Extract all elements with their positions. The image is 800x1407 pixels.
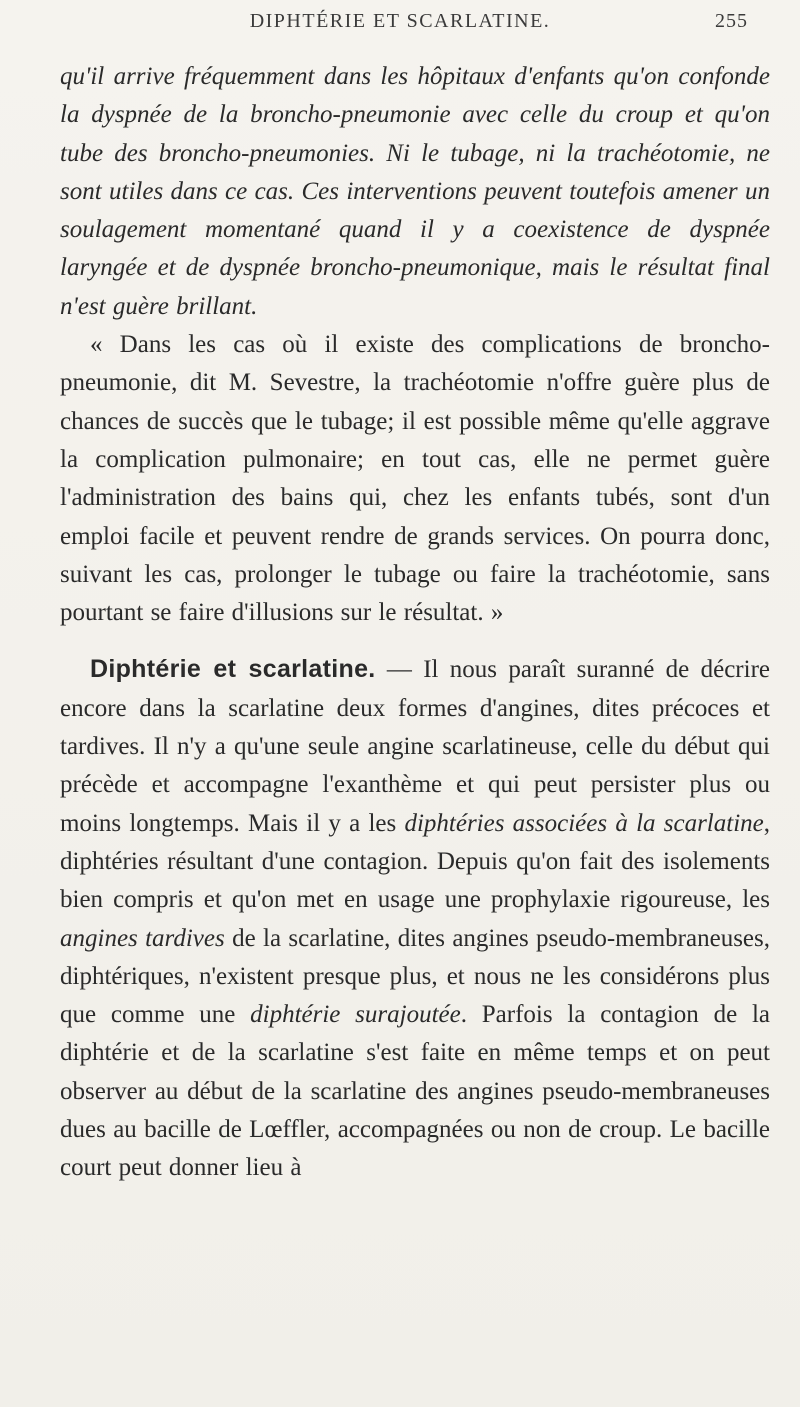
body-text: [60, 58, 770, 1188]
emphasis-angines-tardives: angines tardives: [60, 924, 225, 952]
page-number: 255: [715, 10, 748, 32]
emphasis-diphteries-associees: diphtéries associées à la scarlatine: [404, 809, 764, 837]
running-header: [0, 10, 800, 40]
section-heading: Diphtérie et scarlatine.: [90, 655, 376, 684]
section-spacer: [60, 632, 770, 650]
paragraph-diphterie-scarlatine: [60, 650, 770, 1187]
paragraph-sevestre-quote: « Dans les cas où il existe des complications de broncho-pneumonie, dit M. Sevestre, la trachéotomie n'offre guère plus de chances de succès que le tubage; il est possible même qu'elle aggrave la complication pulmonaire; en tout cas, elle ne permet guère l'administration des bains qui, chez les enfants tubés, sont d'un emploi facile et peuvent rendre de grands services. On pourra donc, suivant les cas, prolonger le tubage ou faire la trachéotomie, sans pourtant se faire d'illusions sur le résultat. »: [60, 331, 770, 627]
text-run: . Parfois la contagion de la diphtérie et de la scarlatine s'est faite en même temps et on peut observer au début de la scarlatine des angines pseudo-membraneuses dues au bacille de Lœffler, accompagnées ou non de croup. Le bacille court peut donner lieu à: [60, 1001, 770, 1182]
emphasis-diphterie-surajoutee: diphtérie surajoutée: [250, 1001, 461, 1029]
text-run: , diphtéries résultant d'une contagion. Depuis qu'on fait des isolements bien compris et qu'on met en usage une prophylaxie rigoureuse, les: [60, 809, 770, 914]
paragraph-italic-continuation: qu'il arrive fréquemment dans les hôpitaux d'enfants qu'on confonde la dyspnée de la broncho-pneumonie avec celle du croup et qu'on tube des broncho-pneumonies. Ni le tubage, ni la trachéotomie, ne sont utiles dans ce cas. Ces interventions peuvent toutefois amener un soulagement momentané quand il y a coexistence de dyspnée laryngée et de dyspnée broncho-pneumonique, mais le résultat final n'est guère brillant.: [60, 63, 770, 320]
text-run: — Il nous paraît suranné de décrire encore dans la scarlatine deux formes d'angines, dites précoces et tardives. Il n'y a qu'une seule angine scarlatineuse, celle du début qui précède et accompagne l'exanthème et qui peut persister plus ou moins longtemps. Mais il y a les: [60, 656, 771, 837]
text-run: de la scarlatine, dites angines pseudo-membraneuses, diphtériques, n'existent presque plus, et nous ne les considérons plus que comme une: [60, 924, 770, 1029]
running-title: DIPHTÉRIE ET SCARLATINE.: [249, 10, 551, 32]
